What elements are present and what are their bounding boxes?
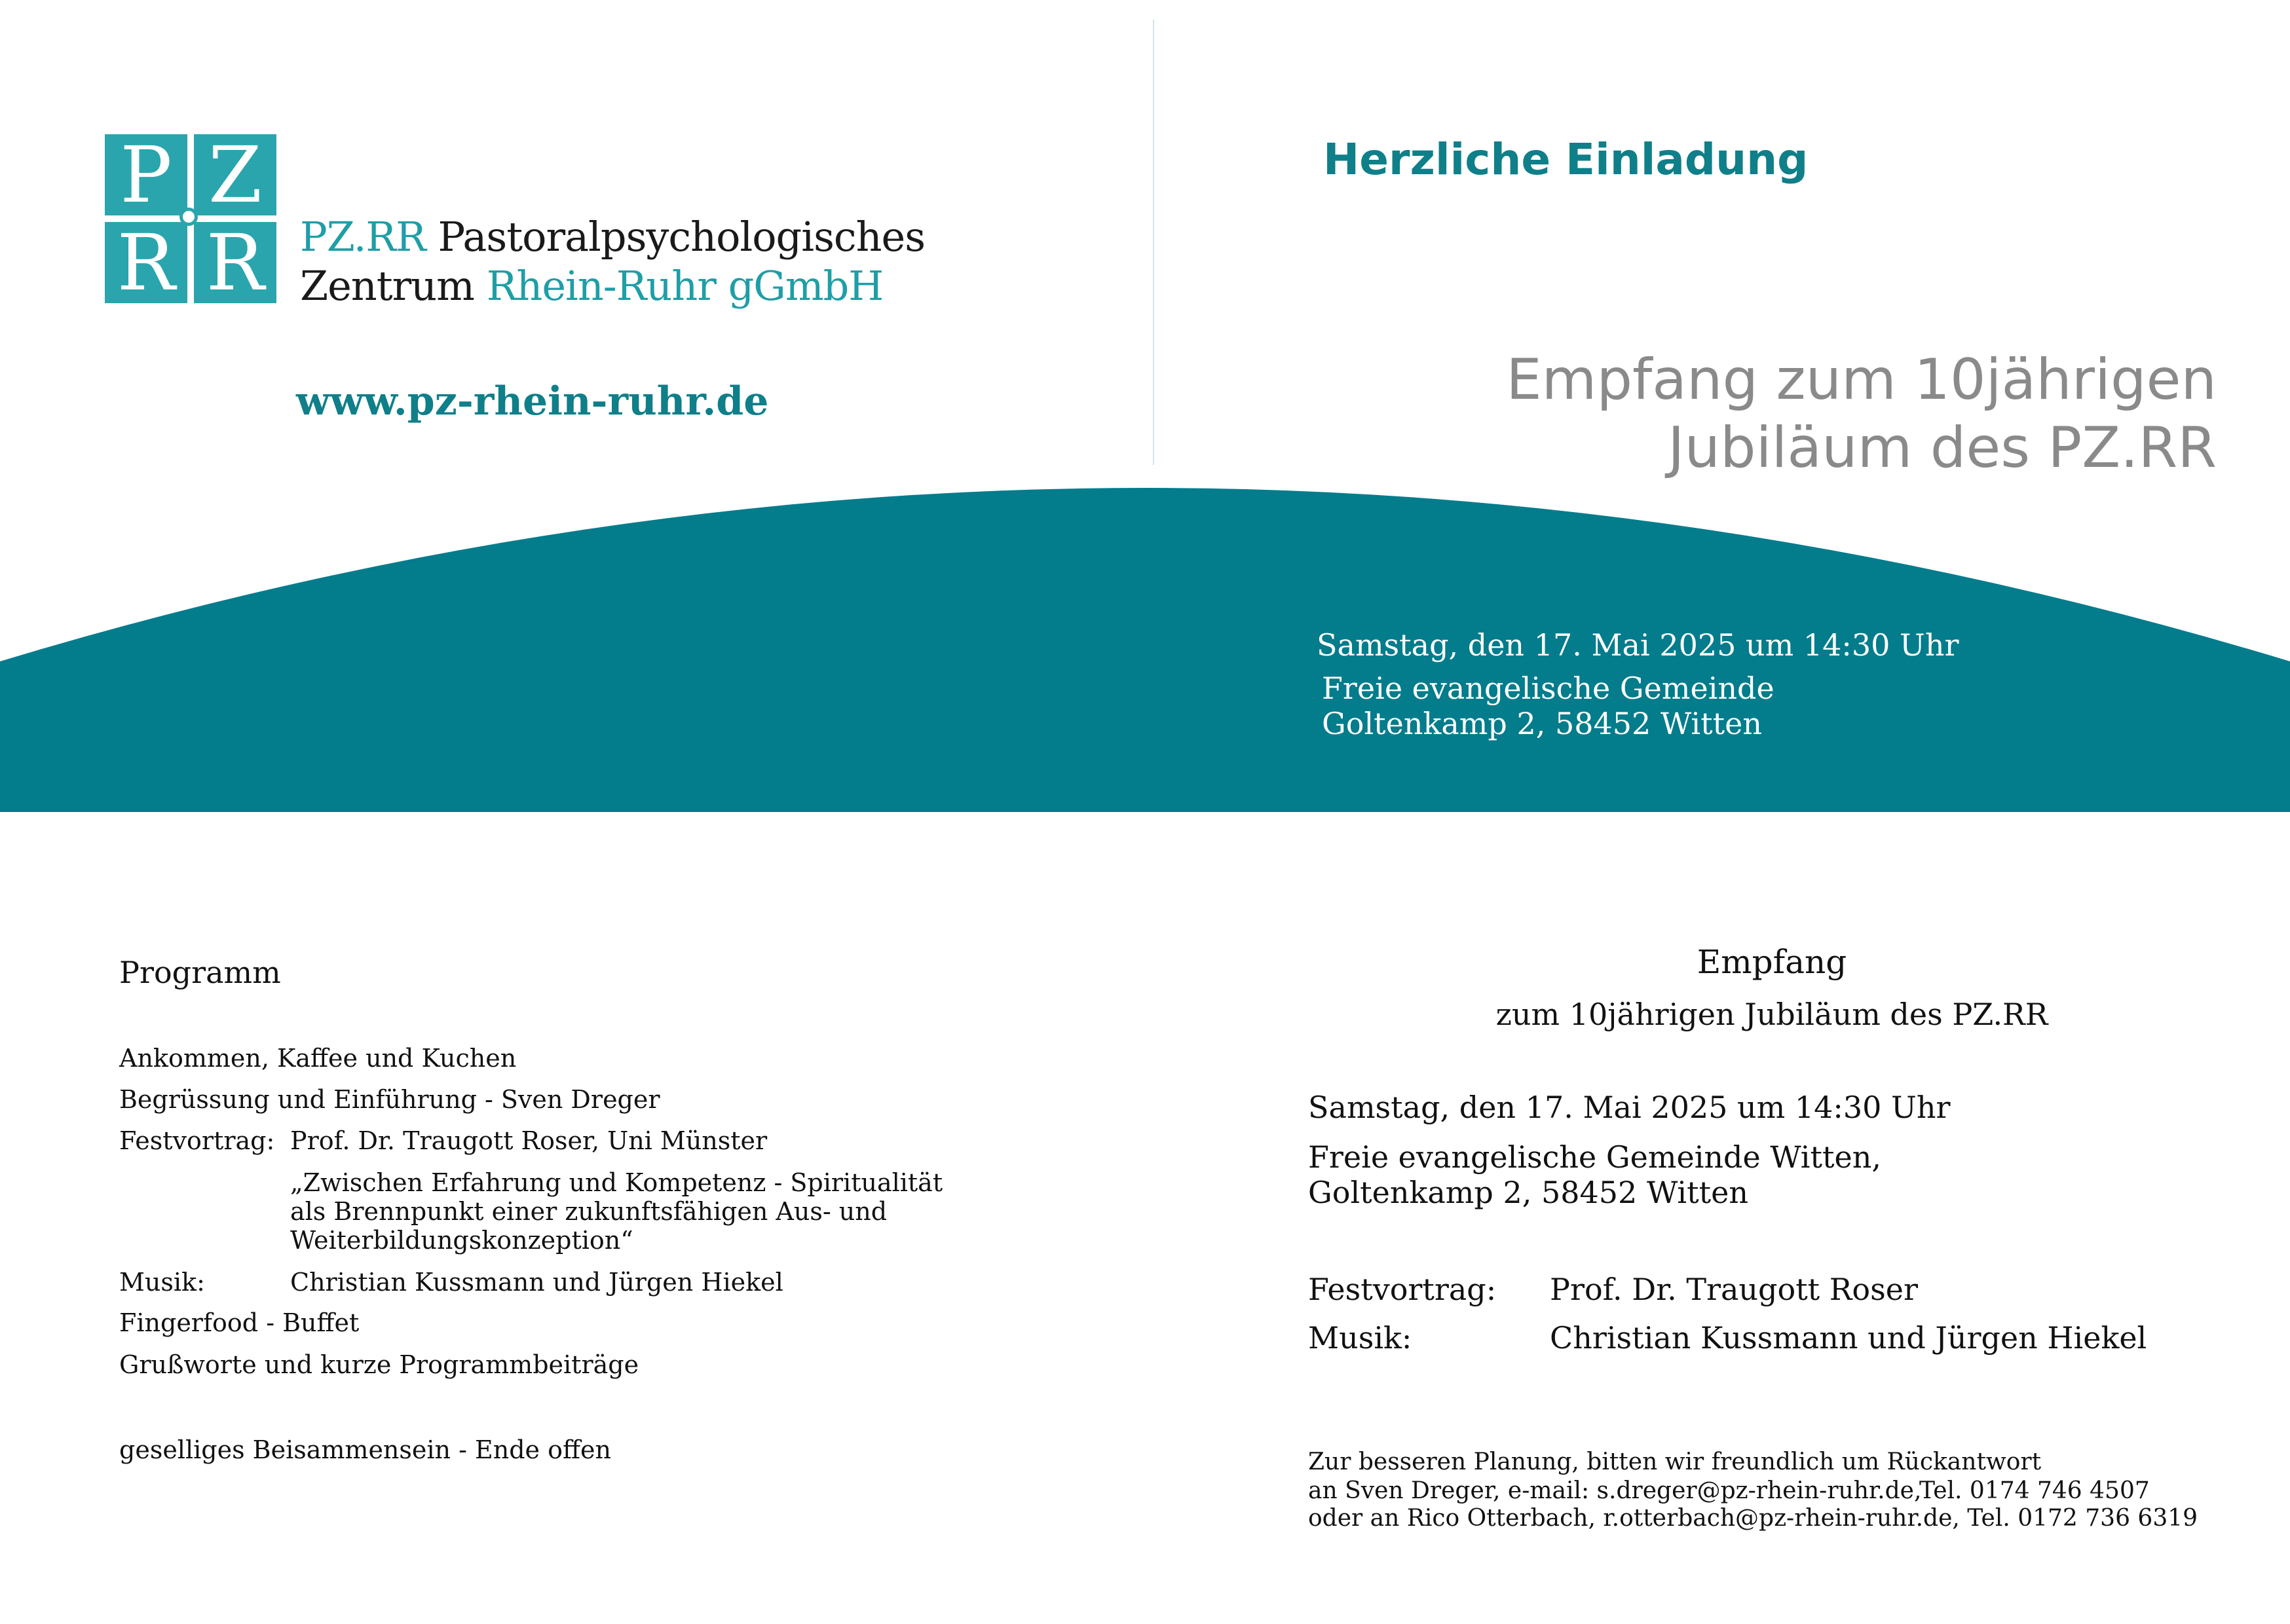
details-title: Empfang (1697, 943, 1847, 981)
lecture-title-line2: als Brennpunkt einer zukunftsfähigen Aus- und (290, 1197, 888, 1226)
program-musik-label: Musik: (119, 1268, 205, 1297)
details-venue-line2: Goltenkamp 2, 58452 Witten (1308, 1175, 1748, 1210)
invitation-heading: Herzliche Einladung (1323, 134, 1809, 185)
program-item-social: geselliges Beisammensein - Ende offen (119, 1435, 611, 1464)
details-date: Samstag, den 17. Mai 2025 um 14:30 Uhr (1308, 1090, 1951, 1125)
org-line1-rest: Pastoralpsychologisches (438, 213, 926, 261)
details-musik-value: Christian Kussmann und Jürgen Hiekel (1550, 1320, 2147, 1356)
logo-letter-r1: R (105, 222, 187, 303)
details-festvortrag-value: Prof. Dr. Traugott Roser (1550, 1272, 1918, 1307)
lecture-title-line3: Weiterbildungskonzeption“ (290, 1226, 633, 1255)
rsvp-line2-contact: an Sven Dreger, e-mail: s.dreger@pz-rhein-ruhr.de, (1308, 1477, 1922, 1504)
logo-letter-z: Z (194, 134, 276, 215)
org-abbr: PZ.RR (300, 213, 426, 261)
org-line2-b: Rhein-Ruhr gGmbH (486, 262, 884, 310)
details-festvortrag-label: Festvortrag: (1308, 1272, 1497, 1307)
band-date: Samstag, den 17. Mai 2025 um 14:30 Uhr (1317, 627, 1959, 663)
fold-line (1153, 20, 1154, 465)
logo-letter-p: P (105, 134, 187, 215)
details-subtitle: zum 10jährigen Jubiläum des PZ.RR (1495, 997, 2048, 1032)
org-name-line2 (300, 262, 883, 310)
program-item-welcome: Begrüssung und Einführung - Sven Dreger (119, 1085, 660, 1114)
pz-rr-logo (105, 130, 276, 308)
invitation-subtitle (1506, 346, 2217, 482)
website-link[interactable]: www.pz-rhein-ruhr.de (296, 378, 769, 424)
band-venue-line1: Freie evangelische Gemeinde (1322, 671, 1774, 706)
rsvp-line1: Zur besseren Planung, bitten wir freundlich um Rückantwort (1308, 1449, 2042, 1475)
logo-center-ring-icon (179, 208, 198, 226)
band-venue-line2: Goltenkamp 2, 58452 Witten (1322, 706, 1762, 741)
details-musik-label: Musik: (1308, 1320, 1412, 1356)
program-title: Programm (119, 955, 281, 990)
program-festvortrag-label: Festvortrag: (119, 1126, 275, 1155)
lecture-title-line1: „Zwischen Erfahrung und Kompetenz - Spiritualität (290, 1168, 943, 1197)
program-festvortrag-speaker: Prof. Dr. Traugott Roser, Uni Münster (290, 1126, 768, 1155)
subtitle-line2: Jubiläum des PZ.RR (1668, 415, 2217, 481)
logo-letter-r2: R (194, 222, 276, 303)
program-item-buffet: Fingerfood - Buffet (119, 1308, 360, 1337)
program-musik-value: Christian Kussmann und Jürgen Hiekel (290, 1268, 783, 1297)
details-venue-line1: Freie evangelische Gemeinde Witten, (1308, 1139, 1881, 1175)
subtitle-line1: Empfang zum 10jährigen (1506, 347, 2217, 413)
rsvp-line2-phone: Tel. 0174 746 4507 (1919, 1477, 2150, 1504)
rsvp-line3: oder an Rico Otterbach, r.otterbach@pz-rhein-ruhr.de, Tel. 0172 736 6319 (1308, 1505, 2198, 1532)
org-name-line1 (300, 213, 925, 261)
org-line2-a: Zentrum (300, 262, 474, 310)
program-item-arrival: Ankommen, Kaffee und Kuchen (119, 1044, 517, 1073)
program-item-greetings: Grußworte und kurze Programmbeiträge (119, 1350, 639, 1379)
